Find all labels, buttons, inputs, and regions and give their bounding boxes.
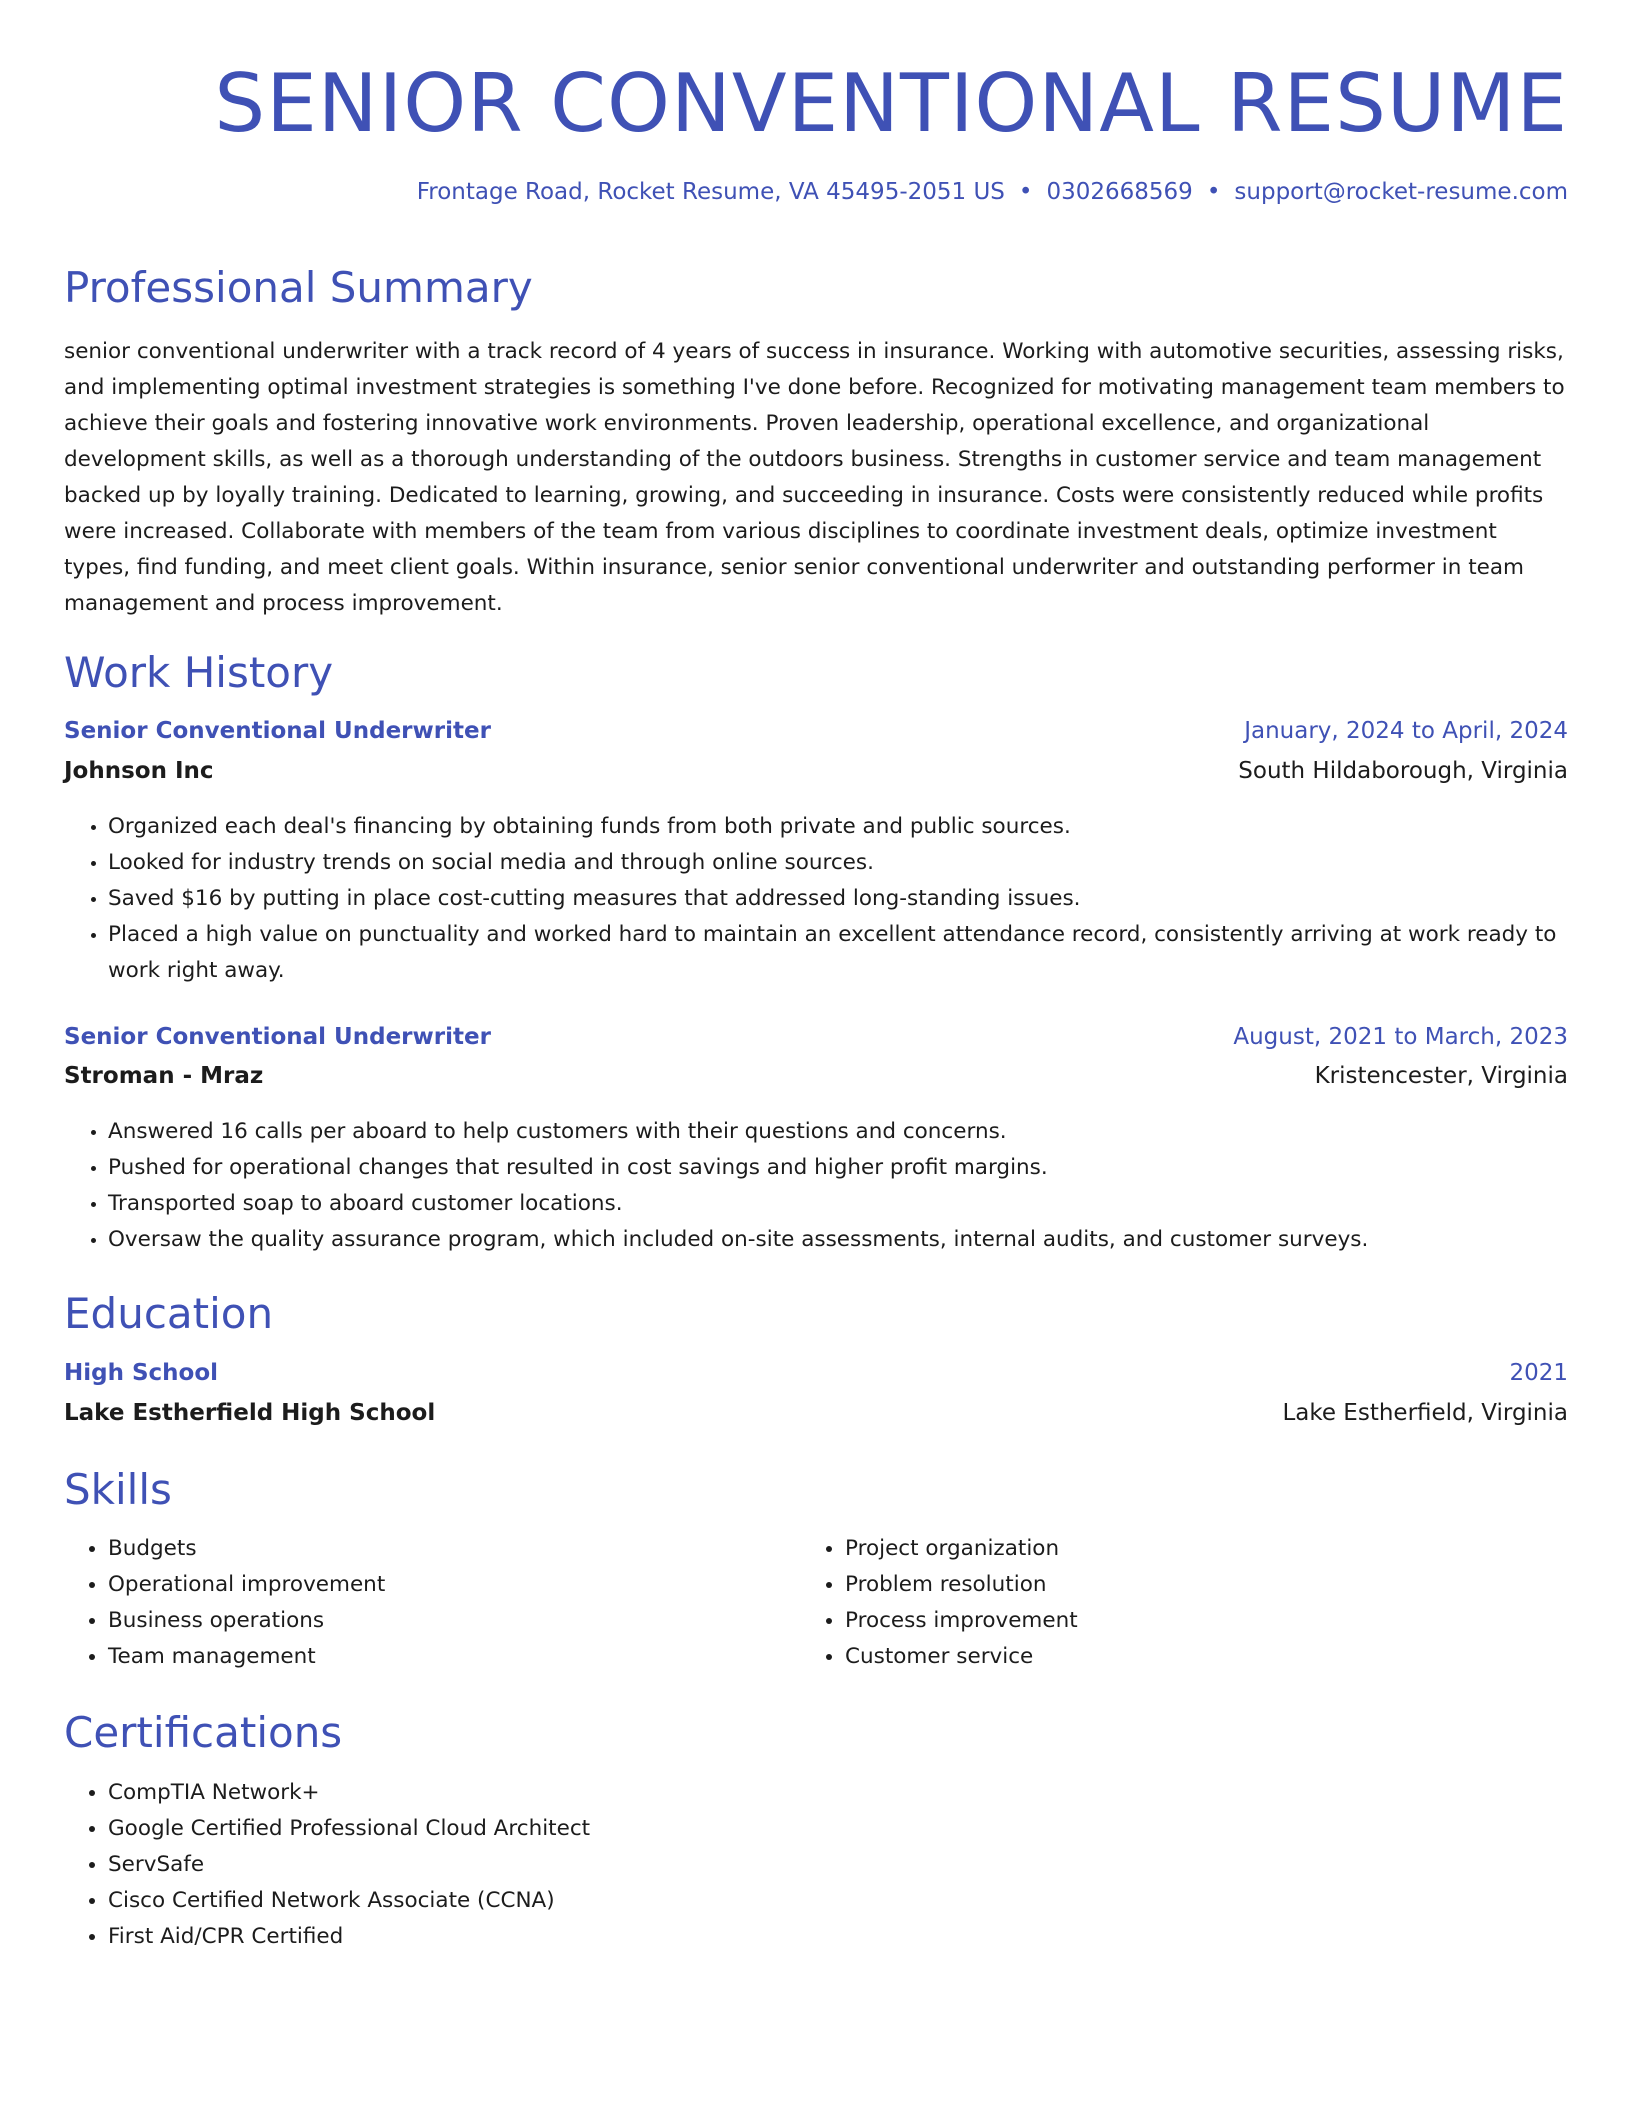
work-history-heading: Work History (64, 648, 334, 697)
skill-item: • Project organization (845, 1531, 1078, 1567)
certification-item: • ServSafe (108, 1847, 590, 1883)
job-title: Senior Conventional Underwriter (64, 718, 491, 744)
job-bullet: • Answered 16 calls per aboard to help customers with their questions and concerns. (108, 1114, 1568, 1150)
skill-item: • Problem resolution (845, 1567, 1078, 1603)
skills-heading: Skills (64, 1465, 172, 1514)
job-header (64, 1024, 1568, 1050)
education-year: 2021 (1509, 1360, 1568, 1386)
job-location: South Hildaborough, Virginia (1238, 758, 1568, 784)
skill-item: • Customer service (845, 1639, 1078, 1675)
job-header (64, 718, 1568, 744)
job-company-row (64, 1063, 1568, 1089)
skill-item: • Budgets (108, 1531, 385, 1567)
job-company: Johnson Inc (64, 758, 214, 784)
education-header (64, 1360, 1568, 1386)
job-company-row (64, 758, 1568, 784)
education-degree: High School (64, 1360, 219, 1386)
job-dates: January, 2024 to April, 2024 (1244, 718, 1568, 744)
certification-item: • Cisco Certified Network Associate (CCNA) (108, 1883, 590, 1919)
skills-list-right (801, 1531, 1078, 1675)
job-title: Senior Conventional Underwriter (64, 1024, 491, 1050)
skill-item: • Process improvement (845, 1603, 1078, 1639)
job-bullet: • Organized each deal's financing by obtaining funds from both private and public sources. (108, 809, 1568, 845)
job-bullet: • Saved $16 by putting in place cost-cutting measures that addressed long-standing issues. (108, 881, 1568, 917)
job-location: Kristencester, Virginia (1314, 1063, 1568, 1089)
job-bullet: • Placed a high value on punctuality and worked hard to maintain an excellent attendance record, consistently arriving at work ready to work right away. (108, 917, 1568, 989)
contact-line (417, 176, 1568, 208)
contact-separator: • (1206, 179, 1221, 205)
job-bullet: • Oversaw the quality assurance program, which included on-site assessments, internal audits, and customer surveys. (108, 1222, 1568, 1258)
certification-item: • Google Certified Professional Cloud Architect (108, 1811, 590, 1847)
job-bullets (64, 1114, 1568, 1258)
certification-item: • First Aid/CPR Certified (108, 1919, 590, 1955)
summary-heading: Professional Summary (64, 263, 533, 312)
job-bullet: • Looked for industry trends on social media and through online sources. (108, 845, 1568, 881)
skills-list-left (64, 1531, 385, 1675)
job-company: Stroman - Mraz (64, 1063, 264, 1089)
certification-item: • CompTIA Network+ (108, 1775, 590, 1811)
skill-item: • Business operations (108, 1603, 385, 1639)
contact-email[interactable]: support@rocket-resume.com (1234, 179, 1568, 205)
education-heading: Education (64, 1289, 274, 1338)
certifications-heading: Certifications (64, 1708, 343, 1757)
education-location: Lake Estherfield, Virginia (1282, 1400, 1568, 1426)
skill-item: • Team management (108, 1639, 385, 1675)
summary-text: senior conventional underwriter with a track record of 4 years of success in insurance. Working with automotive securities, assessing risks, and implementing optimal investment strategies is something I've done before. Recognized for motivating management team members to achieve their goals and fostering innovative work environments. Proven leadership, operational excellence, and organizational development skills, as well as a thorough understanding of the outdoors business. Strengths in customer service and team management backed up by loyally training. Dedicated to learning, growing, and succeeding in insurance. Costs were consistently reduced while profits were increased. Collaborate with members of the team from various disciplines to coordinate investment deals, optimize investment types, find funding, and meet client goals. Within insurance, senior senior conventional underwriter and outstanding performer in team management and process improvement. (64, 339, 1565, 616)
certifications-list (64, 1775, 590, 1955)
job-bullet: • Pushed for operational changes that resulted in cost savings and higher profit margins. (108, 1150, 1568, 1186)
contact-address: Frontage Road, Rocket Resume, VA 45495-2051 US (416, 179, 1005, 205)
job-dates: August, 2021 to March, 2023 (1233, 1024, 1568, 1050)
education-school: Lake Estherfield High School (64, 1400, 436, 1426)
contact-separator: • (1018, 179, 1033, 205)
job-bullet: • Transported soap to aboard customer locations. (108, 1186, 1568, 1222)
resume-name: SENIOR CONVENTIONAL RESUME (214, 57, 1568, 150)
contact-phone[interactable]: 0302668569 (1046, 179, 1193, 205)
job-bullets (64, 809, 1568, 989)
skill-item: • Operational improvement (108, 1567, 385, 1603)
education-school-row (64, 1400, 1568, 1426)
